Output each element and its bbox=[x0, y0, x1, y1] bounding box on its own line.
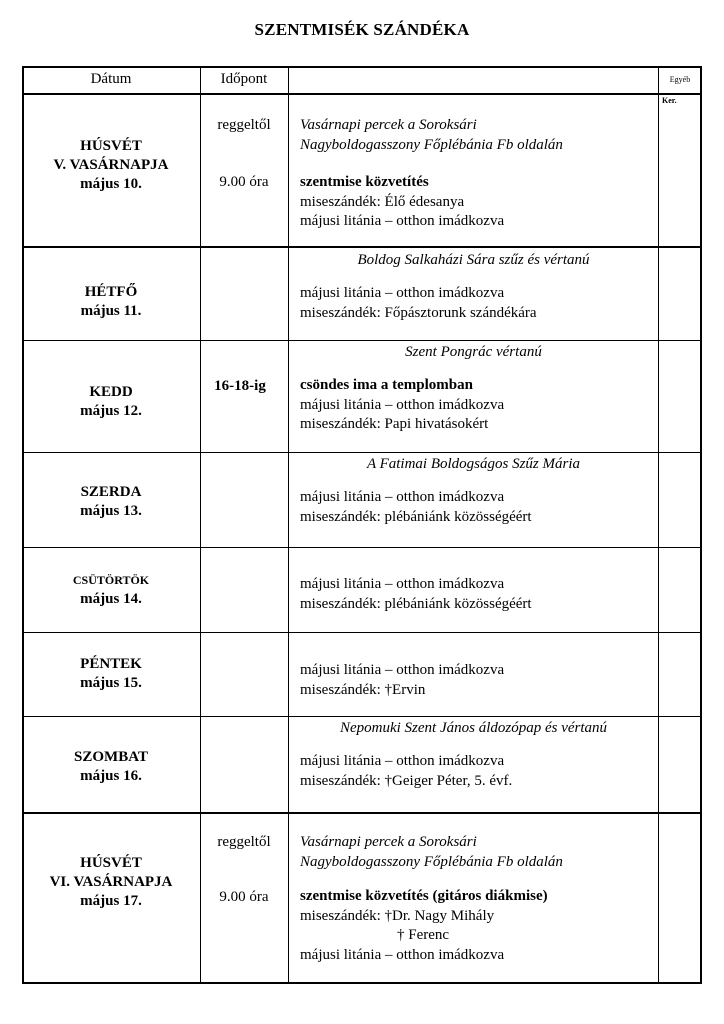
desc-line: májusi litánia – otthon imádkozva bbox=[300, 489, 505, 505]
day-name-line: V. VASÁRNAPJA bbox=[53, 157, 169, 173]
row-divider bbox=[22, 812, 702, 814]
day-description bbox=[300, 575, 655, 614]
desc-line: Nagyboldogasszony Főplébánia Fb oldalán bbox=[300, 136, 563, 153]
desc-line: szentmise közvetítés (gitáros diákmise) bbox=[300, 888, 548, 904]
day-description bbox=[300, 116, 655, 232]
row-divider bbox=[22, 452, 702, 453]
header-date: Dátum bbox=[90, 71, 132, 87]
desc-line: Vasárnapi percek a Soroksári bbox=[300, 834, 477, 850]
row-divider bbox=[22, 716, 702, 717]
desc-line: májusi litánia – otthon imádkozva bbox=[300, 576, 505, 592]
desc-line: miseszándék: Papi hivatásokért bbox=[300, 416, 489, 432]
desc-line: májusi litánia – otthon imádkozva bbox=[300, 753, 505, 769]
day-name-line: HÚSVÉT bbox=[80, 855, 142, 871]
day-name: CSÜTÖRTÖK bbox=[72, 573, 150, 587]
day-date: május 16. bbox=[80, 768, 142, 784]
desc-line: miseszándék: plébániánk közösségéért bbox=[300, 595, 532, 612]
desc-line: májusi litánia – otthon imádkozva bbox=[300, 946, 505, 963]
day-date: május 10. bbox=[80, 176, 142, 192]
page-title: SZENTMISÉK SZÁNDÉKA bbox=[254, 20, 470, 39]
day-cell bbox=[22, 854, 200, 911]
desc-line: Nagyboldogasszony Főplébánia Fb oldalán bbox=[300, 853, 563, 870]
day-name: SZOMBAT bbox=[74, 749, 148, 765]
day-description bbox=[300, 284, 655, 323]
feast-label: Boldog Salkaházi Sára szűz és vértanú bbox=[357, 252, 590, 268]
day-description bbox=[300, 488, 655, 527]
day-cell bbox=[22, 483, 200, 521]
day-cell bbox=[22, 283, 200, 321]
day-cell bbox=[22, 383, 200, 421]
day-name-line: VI. VASÁRNAPJA bbox=[49, 874, 173, 890]
time-label: reggeltől bbox=[217, 117, 271, 133]
day-description bbox=[300, 833, 655, 965]
desc-line: májusi litánia – otthon imádkozva bbox=[300, 662, 505, 678]
day-date: május 17. bbox=[80, 893, 142, 909]
desc-line: miseszándék: †Dr. Nagy Mihály bbox=[300, 907, 495, 924]
day-date: május 15. bbox=[80, 675, 142, 691]
time-label: reggeltől bbox=[217, 834, 271, 850]
row-divider bbox=[22, 632, 702, 633]
desc-line: csöndes ima a templomban bbox=[300, 377, 473, 393]
day-date: május 14. bbox=[80, 591, 142, 607]
desc-line: miseszándék: Főpásztorunk szándékára bbox=[300, 304, 537, 321]
row-divider bbox=[22, 547, 702, 548]
desc-line: májusi litánia – otthon imádkozva bbox=[300, 396, 505, 413]
desc-line: májusi litánia – otthon imádkozva bbox=[300, 285, 505, 301]
header-divider bbox=[22, 93, 702, 95]
day-name: PÉNTEK bbox=[80, 656, 142, 672]
day-name: HÉTFŐ bbox=[84, 284, 138, 300]
time-label: 9.00 óra bbox=[219, 174, 269, 190]
feast-label: A Fatimai Boldogságos Szűz Mária bbox=[366, 456, 581, 472]
day-cell bbox=[22, 655, 200, 693]
day-cell bbox=[22, 137, 200, 194]
desc-line: miseszándék: †Ervin bbox=[300, 681, 426, 698]
day-name: KEDD bbox=[89, 384, 133, 400]
day-name-line: HÚSVÉT bbox=[80, 138, 142, 154]
day-date: május 13. bbox=[80, 503, 142, 519]
day-name: SZERDA bbox=[80, 484, 142, 500]
row-divider bbox=[22, 246, 702, 248]
row-divider bbox=[22, 340, 702, 341]
desc-line: † Ferenc bbox=[397, 927, 450, 943]
header-time: Időpont bbox=[220, 71, 268, 87]
day-description bbox=[300, 661, 655, 700]
column-divider bbox=[658, 66, 659, 984]
desc-line: miseszándék: Élő édesanya bbox=[300, 193, 465, 210]
header-other: Egyéb bbox=[669, 75, 691, 84]
ker-label: Ker. bbox=[662, 96, 677, 105]
time-label: 9.00 óra bbox=[219, 889, 269, 905]
desc-line: miseszándék: plébániánk közösségéért bbox=[300, 508, 532, 525]
day-date: május 12. bbox=[80, 403, 142, 419]
day-date: május 11. bbox=[80, 303, 142, 319]
desc-line: májusi litánia – otthon imádkozva bbox=[300, 213, 505, 229]
time-label: 16-18-ig bbox=[214, 378, 266, 394]
day-description bbox=[300, 752, 655, 791]
feast-label: Szent Pongrác vértanú bbox=[405, 344, 542, 360]
day-description bbox=[300, 376, 655, 435]
desc-line: miseszándék: †Geiger Péter, 5. évf. bbox=[300, 772, 513, 789]
day-cell bbox=[22, 571, 200, 609]
column-divider bbox=[288, 66, 289, 984]
feast-label: Nepomuki Szent János áldozópap és vértanú bbox=[339, 720, 608, 736]
desc-line: Vasárnapi percek a Soroksári bbox=[300, 117, 477, 133]
day-cell bbox=[22, 748, 200, 786]
desc-line: szentmise közvetítés bbox=[300, 174, 429, 190]
